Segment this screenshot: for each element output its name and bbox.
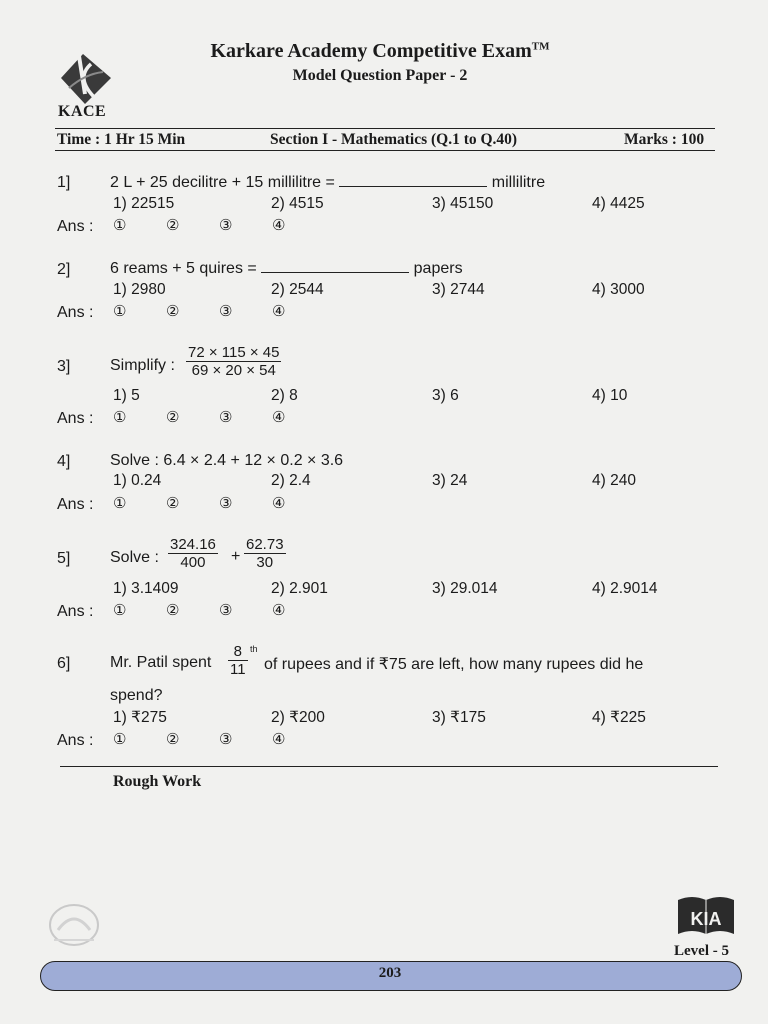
fraction-numerator: 72 × 115 × 45 <box>188 344 280 361</box>
time-label: Time : 1 Hr 15 Min <box>57 131 186 148</box>
fraction-1 <box>168 536 218 571</box>
answer-bubble-3[interactable]: ③ <box>219 409 233 426</box>
option-3: 3) 29.014 <box>432 580 498 597</box>
option-2: 2) 2544 <box>271 281 324 298</box>
fraction-1-denominator: 400 <box>168 553 218 571</box>
option-1: 1) 22515 <box>113 195 175 212</box>
option-1: 1) ₹275 <box>113 709 167 726</box>
option-3: 3) ₹175 <box>432 709 486 726</box>
question-continuation: of rupees and if ₹75 are left, how many rupees did he <box>264 656 644 673</box>
fraction-numerator: 8 <box>233 643 242 660</box>
answer-bubble-2[interactable]: ② <box>166 303 180 320</box>
question-number: 1] <box>57 174 71 191</box>
option-1: 1) 0.24 <box>113 472 162 489</box>
trademark: TM <box>531 40 550 53</box>
answer-bubble-1[interactable]: ① <box>113 409 127 426</box>
fraction-2 <box>244 536 286 571</box>
answer-bubble-3[interactable]: ③ <box>219 731 233 748</box>
level-label: Level - 5 <box>674 943 729 959</box>
kia-logo-text: KIA <box>690 909 722 929</box>
option-1: 1) 5 <box>113 387 140 404</box>
section-label: Section I - Mathematics (Q.1 to Q.40) <box>270 131 518 148</box>
question-stem: Solve : 6.4 × 2.4 + 12 × 0.2 × 3.6 <box>110 452 344 469</box>
option-2: 2) 4515 <box>271 195 324 212</box>
fraction <box>186 344 281 379</box>
answer-bubble-3[interactable]: ③ <box>219 602 233 619</box>
answer-label: Ans : <box>57 496 94 513</box>
question-number: 4] <box>57 453 71 470</box>
paper-subtitle: Model Question Paper - 2 <box>292 67 468 84</box>
fraction-superscript: th <box>250 644 258 654</box>
answer-bubble-3[interactable]: ③ <box>219 217 233 234</box>
header-rule-top <box>55 128 715 129</box>
option-3: 3) 6 <box>432 387 459 404</box>
option-4: 4) 10 <box>592 387 628 404</box>
answer-bubble-2[interactable]: ② <box>166 602 180 619</box>
answer-bubble-4[interactable]: ④ <box>272 217 286 234</box>
fraction <box>228 643 248 678</box>
fraction-1-numerator: 324.16 <box>170 536 216 553</box>
faint-emblem-icon <box>44 900 104 950</box>
answer-label: Ans : <box>57 732 94 749</box>
answer-bubble-2[interactable]: ② <box>166 731 180 748</box>
logo-text: KACE <box>58 103 107 120</box>
answer-label: Ans : <box>57 603 94 620</box>
answer-bubble-4[interactable]: ④ <box>272 602 286 619</box>
question-text <box>110 174 545 192</box>
kace-logo-icon <box>55 48 117 106</box>
question-unit: millilitre <box>491 174 546 191</box>
option-4: 4) ₹225 <box>592 709 646 726</box>
question-line-2: spend? <box>110 687 163 704</box>
plus-sign: + <box>231 548 241 565</box>
question-stem: Simplify : <box>110 357 175 374</box>
option-4: 4) 4425 <box>592 195 645 212</box>
question-number: 3] <box>57 358 71 375</box>
option-4: 4) 3000 <box>592 281 645 298</box>
answer-bubble-1[interactable]: ① <box>113 495 127 512</box>
exam-title <box>180 40 580 63</box>
question-stem: Mr. Patil spent <box>110 654 212 671</box>
question-stem: 2 L + 25 decilitre + 15 millilitre = <box>110 174 335 191</box>
answer-bubble-1[interactable]: ① <box>113 217 127 234</box>
header-rule-bottom <box>55 150 715 151</box>
answer-bubble-1[interactable]: ① <box>113 602 127 619</box>
answer-bubble-1[interactable]: ① <box>113 731 127 748</box>
answer-bubble-1[interactable]: ① <box>113 303 127 320</box>
answer-bubble-4[interactable]: ④ <box>272 731 286 748</box>
option-3: 3) 24 <box>432 472 468 489</box>
option-4: 4) 2.9014 <box>592 580 658 597</box>
kia-logo <box>676 892 736 938</box>
question-stem: 6 reams + 5 quires = <box>110 260 257 277</box>
option-2: 2) 8 <box>271 387 298 404</box>
exam-title-text: Karkare Academy Competitive Exam <box>210 40 532 62</box>
question-unit: papers <box>413 260 463 277</box>
fraction-denominator: 69 × 20 × 54 <box>186 361 281 379</box>
option-1: 1) 2980 <box>113 281 166 298</box>
answer-bubble-4[interactable]: ④ <box>272 409 286 426</box>
option-3: 3) 2744 <box>432 281 485 298</box>
answer-bubble-3[interactable]: ③ <box>219 303 233 320</box>
option-1: 1) 3.1409 <box>113 580 179 597</box>
option-4: 4) 240 <box>592 472 636 489</box>
question-stem: Solve : <box>110 549 159 566</box>
answer-bubble-2[interactable]: ② <box>166 217 180 234</box>
answer-bubble-2[interactable]: ② <box>166 409 180 426</box>
answer-blank <box>261 272 409 273</box>
book-logo-icon <box>676 892 736 938</box>
answer-bubble-4[interactable]: ④ <box>272 303 286 320</box>
answer-blank <box>339 186 487 187</box>
fraction-2-denominator: 30 <box>244 553 286 571</box>
question-number: 5] <box>57 550 71 567</box>
question-number: 2] <box>57 261 71 278</box>
question-number: 6] <box>57 655 71 672</box>
answer-bubble-4[interactable]: ④ <box>272 495 286 512</box>
answer-label: Ans : <box>57 304 94 321</box>
marks-label: Marks : 100 <box>624 131 705 148</box>
answer-label: Ans : <box>57 218 94 235</box>
option-3: 3) 45150 <box>432 195 494 212</box>
answer-label: Ans : <box>57 410 94 427</box>
option-2: 2) ₹200 <box>271 709 325 726</box>
option-2: 2) 2.4 <box>271 472 311 489</box>
rough-work-label: Rough Work <box>113 773 202 790</box>
page-number: 203 <box>378 965 402 981</box>
answer-bubble-3[interactable]: ③ <box>219 495 233 512</box>
answer-bubble-2[interactable]: ② <box>166 495 180 512</box>
fraction-denominator: 11 <box>230 661 246 678</box>
rough-work-rule <box>60 766 718 767</box>
question-text <box>110 260 463 278</box>
option-2: 2) 2.901 <box>271 580 328 597</box>
fraction-2-numerator: 62.73 <box>246 536 284 553</box>
